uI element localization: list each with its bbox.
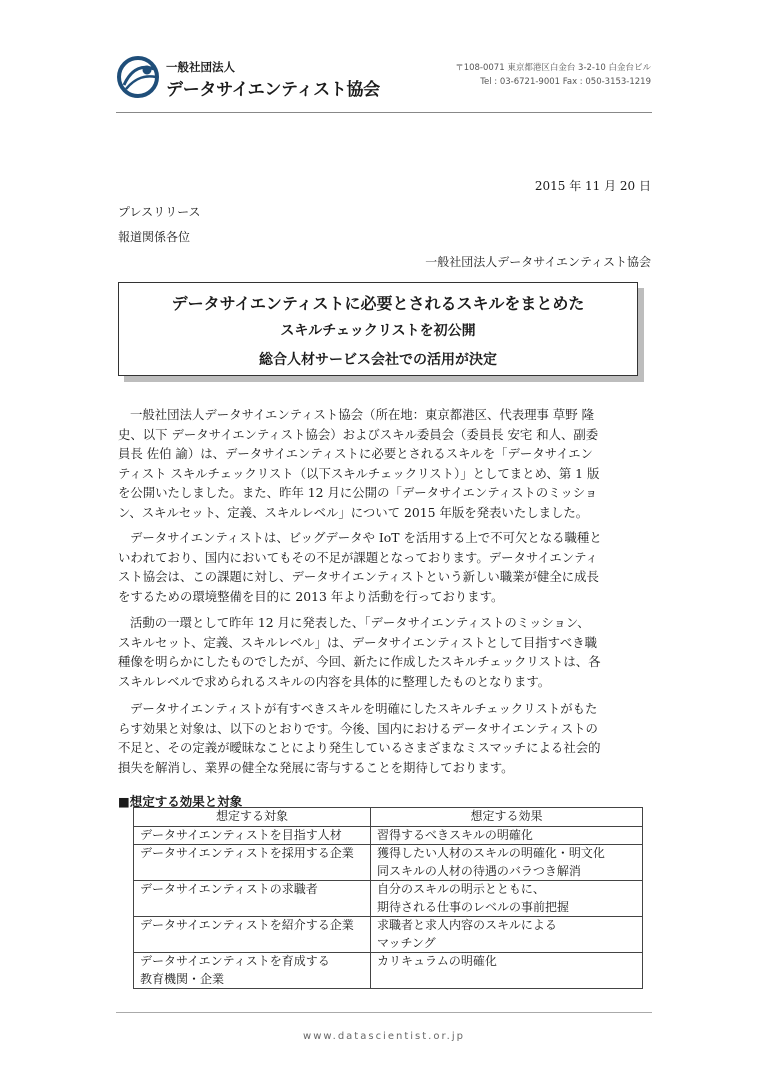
- cell-line: マッチング: [377, 935, 436, 950]
- cell-line: 習得するべきスキルの明確化: [377, 827, 533, 842]
- target-cell: [134, 826, 371, 845]
- table-row: [134, 917, 643, 953]
- cell-line: 求職者と求人内容のスキルによる: [377, 918, 557, 932]
- target-cell: [134, 953, 371, 989]
- column-header-effect: 想定する効果: [371, 808, 643, 827]
- cell-line: データサイエンティストの求職者: [140, 882, 318, 896]
- address-text: 〒108-0071 東京都港区白金台 3-2-10 白金台ビル: [455, 63, 651, 73]
- paragraph-line: 活動の一環として昨年 12 月に発表した、「データサイエンティストのミッション、: [130, 615, 590, 630]
- paragraph-line: を公開いたしました。また、昨年 12 月に公開の「データサイエンティストのミッショ: [118, 485, 598, 501]
- paragraph-line: データサイエンティストが有すべきスキルを明確にしたスキルチェックリストがもた: [130, 701, 598, 716]
- recipients: 報道関係各位: [118, 230, 191, 244]
- table-row: [134, 953, 643, 989]
- table-header-row: [134, 808, 643, 827]
- effect-cell: [371, 845, 643, 881]
- cell-line: データサイエンティストを目指す人材: [140, 827, 342, 842]
- target-cell: [134, 917, 371, 953]
- title-line-1: データサイエンティストに必要とされるスキルをまとめた: [171, 294, 585, 313]
- cell-line: 自分のスキルの明示とともに、: [377, 882, 545, 896]
- contact-block: [455, 61, 651, 89]
- association-logo: [116, 55, 416, 105]
- paragraph-line: スキルセット、定義、スキルレベル」は、データサイエンティストとして目指すべき職: [118, 634, 597, 650]
- header-divider: [116, 112, 652, 113]
- paragraph-line: 種像を明らかにしたものでしたが、今回、新たに作成したスキルチェックリストは、各: [118, 654, 601, 670]
- paragraph-line: 不足と、その定義が曖昧なことにより発生しているさまざまなミスマッチによる社会的: [118, 740, 601, 756]
- globe-logo-icon: [116, 55, 160, 99]
- document-type: プレスリリース: [118, 205, 201, 219]
- column-header-target: 想定する対象: [134, 808, 371, 827]
- cell-line: 教育機関・企業: [140, 971, 225, 986]
- paragraph-4: [118, 699, 652, 777]
- effect-cell: [371, 881, 643, 917]
- effect-cell: [371, 917, 643, 953]
- paragraph-line: をするための環境整備を目的に 2013 年より活動を行っております。: [118, 588, 504, 604]
- title-box: [118, 282, 638, 376]
- paragraph-3: [118, 613, 652, 691]
- target-cell: [134, 845, 371, 881]
- table-row: [134, 826, 643, 845]
- logo-subtitle: 一般社団法人: [166, 60, 235, 74]
- paragraph-line: 一般社団法人データサイエンティスト協会（所在地：東京都港区、代表理事 草野 隆: [130, 407, 594, 422]
- cell-line: 獲得したい人材のスキルの明確化・明文化: [377, 846, 605, 860]
- paragraph-1: [118, 405, 652, 523]
- release-date: 2015 年 11 月 20 日: [534, 179, 651, 193]
- title-line-3: 総合人材サービス会社での活用が決定: [259, 352, 497, 368]
- paragraph-line: 員長 佐伯 諭）は、データサイエンティストに必要とされるスキルを「データサイエン: [118, 446, 593, 462]
- paragraph-line: ティスト スキルチェックリスト（以下スキルチェックリスト）」としてまとめ、第 1 版: [118, 465, 600, 481]
- paragraph-line: ン、スキルセット、定義、スキルレベル」について 2015 年版を発表いたしました。: [118, 504, 589, 520]
- cell-line: データサイエンティストを紹介する企業: [140, 918, 354, 932]
- effects-heading: ■想定する効果と対象: [118, 794, 243, 809]
- table-row: [134, 845, 643, 881]
- effect-cell: [371, 826, 643, 845]
- paragraph-line: スキルレベルで求められるスキルの内容を具体的に整理したものとなります。: [118, 673, 551, 689]
- title-line-2: スキルチェックリストを初公開: [280, 323, 476, 339]
- table-row: [134, 881, 643, 917]
- paragraph-line: 損失を解消し、業界の健全な発展に寄与することを期待しております。: [118, 759, 514, 775]
- logo-title: データサイエンティスト協会: [166, 80, 380, 100]
- target-cell: [134, 881, 371, 917]
- sender: 一般社団法人データサイエンティスト協会: [425, 255, 651, 269]
- paragraph-line: データサイエンティストは、ビッグデータや IoT を活用する上で不可欠となる職種と: [130, 530, 602, 545]
- paragraph-line: 史、以下 データサイエンティスト協会）およびスキル委員会（委員長 安宅 和人、副委: [118, 426, 599, 442]
- cell-line: データサイエンティストを採用する企業: [140, 846, 354, 860]
- effect-cell: [371, 953, 643, 989]
- cell-line: カリキュラムの明確化: [377, 954, 497, 968]
- footer-url[interactable]: www.datascientist.or.jp: [303, 1031, 465, 1042]
- effects-table: [133, 807, 643, 989]
- cell-line: 同スキルの人材の待遇のバラつき解消: [377, 863, 581, 878]
- cell-line: 期待される仕事のレベルの事前把握: [377, 899, 570, 914]
- phone-fax-text: Tel : 03-6721-9001 Fax : 050-3153-1219: [480, 77, 651, 87]
- paragraph-line: スト協会は、この課題に対し、データサイエンティストという新しい職業が健全に成長: [118, 569, 599, 585]
- footer-divider: [116, 1012, 652, 1013]
- cell-line: データサイエンティストを育成する: [140, 954, 330, 968]
- paragraph-line: らす効果と対象は、以下のとおりです。今後、国内におけるデータサイエンティストの: [118, 720, 598, 736]
- paragraph-line: いわれており、国内においてもその不足が課題となっております。データサイエンティ: [118, 549, 598, 565]
- paragraph-2: [118, 528, 652, 606]
